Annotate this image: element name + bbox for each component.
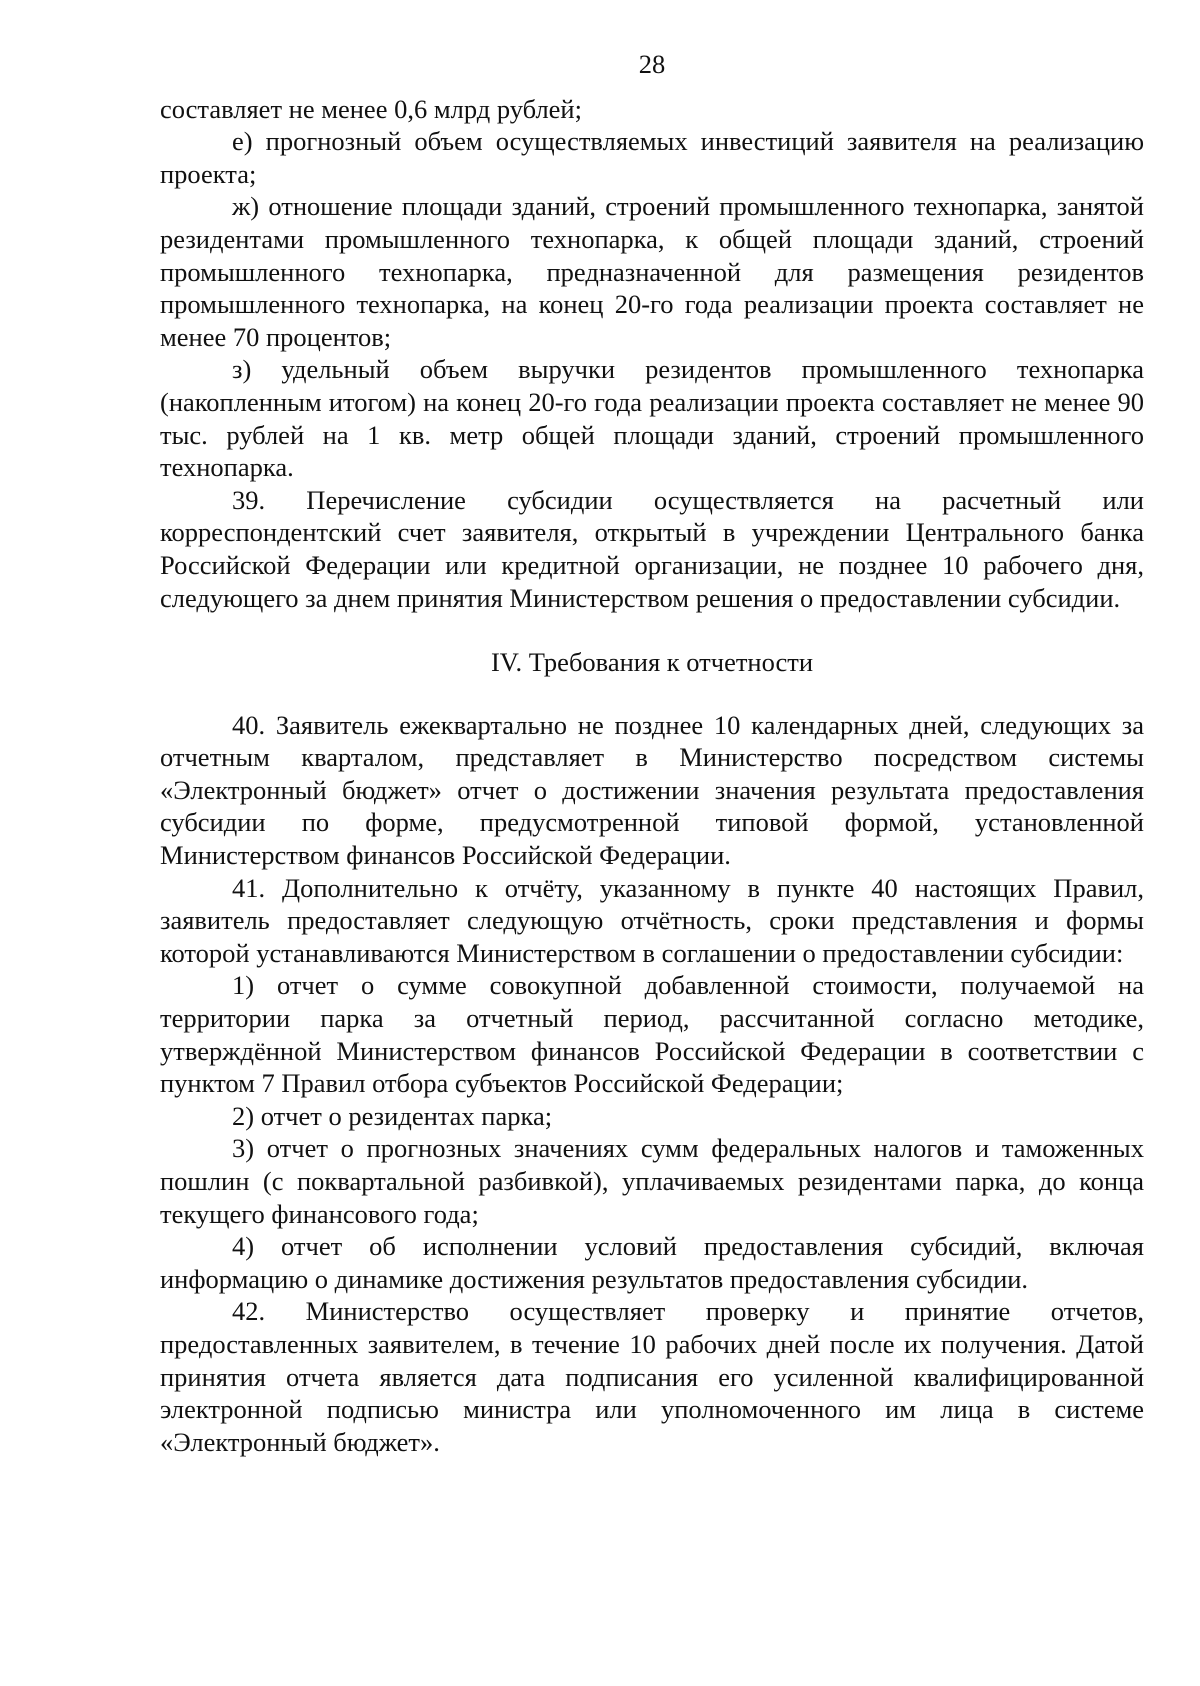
paragraph-41-item-2: 2) отчет о резидентах парка; bbox=[232, 1100, 553, 1131]
paragraph-item-z: з) удельный объем выручки резидентов промышленного технопарка (накопленным итогом) на конец 20-го года реализации проекта составляет не менее 90 тыс. рублей на 1 кв. метр общей площади зданий, строений промышленного технопарка. bbox=[160, 354, 1144, 483]
paragraph-39: 39. Перечисление субсидии осуществляется на расчетный или корреспондентский счет заявителя, открытый в учреждении Центрального банка Российской Федерации или кредитной организации, не позднее 10 рабочего дня, следующего за днем принятия Министерством решения о предоставлении субсидии. bbox=[160, 484, 1144, 613]
paragraph-continuation: составляет не менее 0,6 млрд рублей; bbox=[160, 93, 582, 124]
paragraph-42: 42. Министерство осуществляет проверку и принятие отчетов, предоставленных заявителем, в течение 10 рабочих дней после их получения. Датой принятия отчета является дата подписания его усиленной квалифицированной электронной подписью министра или уполномоченного им лица в системе «Электронный бюджет». bbox=[160, 1296, 1144, 1457]
paragraph-41: 41. Дополнительно к отчёту, указанному в пункте 40 настоящих Правил, заявитель предоставляет следующую отчётность, сроки представления и формы которой устанавливаются Министерством в соглашении о предоставлении субсидии: bbox=[160, 872, 1144, 968]
paragraph-41-item-1: 1) отчет о сумме совокупной добавленной стоимости, получаемой на территории парка за отчетный период, рассчитанной согласно методике, утверждённой Министерством финансов Российской Федерации в соответствии с пунктом 7 Правил отбора субъектов Российской Федерации; bbox=[160, 970, 1144, 1099]
paragraph-41-item-4: 4) отчет об исполнении условий предоставления субсидий, включая информацию о динамике достижения результатов предоставления субсидии. bbox=[160, 1231, 1144, 1294]
paragraph-item-zh: ж) отношение площади зданий, строений промышленного технопарка, занятой резидентами промышленного технопарка, к общей площади зданий, строений промышленного технопарка, предназначенной для размещения резидентов промышленного технопарка, на конец 20-го года реализации проекта составляет не менее 70 процентов; bbox=[160, 191, 1144, 352]
paragraph-41-item-3: 3) отчет о прогнозных значениях сумм федеральных налогов и таможенных пошлин (с поквартальной разбивкой), уплачиваемых резидентами парка, до конца текущего финансового года; bbox=[160, 1133, 1144, 1229]
paragraph-item-e: е) прогнозный объем осуществляемых инвестиций заявителя на реализацию проекта; bbox=[160, 126, 1144, 189]
page-number: 28 bbox=[638, 49, 666, 79]
section-heading: IV. Требования к отчетности bbox=[490, 647, 814, 678]
paragraph-40: 40. Заявитель ежеквартально не позднее 10 календарных дней, следующих за отчетным кварталом, представляет в Министерство посредством системы «Электронный бюджет» отчет о достижении значения результата предоставления субсидии по форме, предусмотренной типовой формой, установленной Министерством финансов Российской Федерации. bbox=[160, 709, 1144, 871]
